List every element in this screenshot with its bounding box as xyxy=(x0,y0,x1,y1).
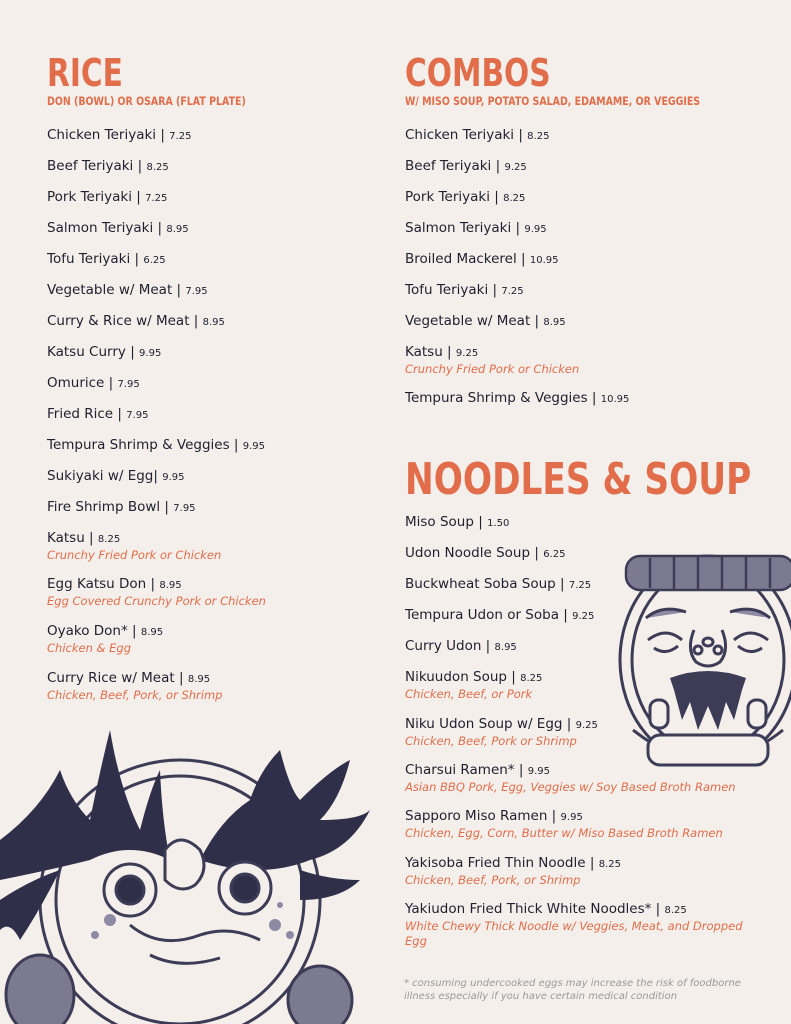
combos-menu-item xyxy=(405,189,525,207)
rice-menu-item xyxy=(47,670,347,703)
menu-item-line xyxy=(405,808,745,826)
menu-item-price: 7.25 xyxy=(568,580,592,591)
menu-item-name: Miso Soup | xyxy=(405,514,483,530)
rice-menu-item xyxy=(47,251,166,269)
combos-section xyxy=(405,51,775,406)
menu-item-price: 7.25 xyxy=(169,131,192,142)
rice-title: RICE xyxy=(47,51,123,95)
menu-item-price: 8.25 xyxy=(503,193,526,204)
menu-item-price: 1.50 xyxy=(487,518,510,529)
menu-item-name: Omurice | xyxy=(47,375,114,391)
rice-menu-item xyxy=(47,406,149,424)
menu-item-line xyxy=(405,158,527,176)
menu-item-name: Tofu Teriyaki | xyxy=(405,282,498,298)
menu-item-price: 9.95 xyxy=(139,348,162,359)
menu-item-line xyxy=(47,220,189,238)
menu-item-line xyxy=(47,158,169,176)
rice-menu-item xyxy=(47,623,347,656)
rice-menu-item xyxy=(47,158,169,176)
menu-item-description: Chicken, Egg, Corn, Butter w/ Miso Based Broth Ramen xyxy=(405,826,723,840)
menu-item-line xyxy=(405,251,559,269)
menu-item-line xyxy=(405,127,549,145)
menu-item-line xyxy=(405,189,525,207)
menu-item-price: 8.25 xyxy=(598,859,621,870)
rice-menu-item xyxy=(47,576,347,609)
menu-item-price: 7.95 xyxy=(173,503,196,514)
menu-item-price: 8.95 xyxy=(543,317,566,328)
menu-item-price: 8.25 xyxy=(520,673,543,684)
menu-item-name: Charsui Ramen* | xyxy=(405,762,524,778)
menu-item-name: Salmon Teriyaki | xyxy=(47,220,163,236)
rice-menu-item xyxy=(47,220,189,238)
menu-item-name: Curry & Rice w/ Meat | xyxy=(47,313,199,329)
noodles-menu-item xyxy=(405,545,565,563)
menu-item-name: Fried Rice | xyxy=(47,406,122,422)
menu-item-name: Tempura Shrimp & Veggies | xyxy=(405,390,597,406)
noodles-menu-item xyxy=(405,855,745,888)
rice-subtitle: DON (BOWL) OR OSARA (FLAT PLATE) xyxy=(47,94,246,108)
menu-item-name: Vegetable w/ Meat | xyxy=(47,282,182,298)
menu-item-name: Fire Shrimp Bowl | xyxy=(47,499,169,515)
rice-menu-item xyxy=(47,375,140,393)
menu-item-line xyxy=(47,282,208,300)
menu-item-line xyxy=(47,406,149,424)
rice-menu-item xyxy=(47,344,161,362)
menu-item-line xyxy=(47,313,225,331)
menu-item-name: Yakisoba Fried Thin Noodle | xyxy=(405,855,595,871)
menu-item-price: 7.95 xyxy=(126,410,149,421)
menu-item-line xyxy=(47,251,166,269)
combos-title: COMBOS xyxy=(405,51,551,95)
combos-menu-item xyxy=(405,158,527,176)
menu-item-line xyxy=(47,127,191,145)
rice-section xyxy=(47,51,377,702)
menu-item-name: Nikuudon Soup | xyxy=(405,669,516,685)
menu-item-price: 9.95 xyxy=(560,812,583,823)
menu-item-price: 8.25 xyxy=(146,162,169,173)
menu-item-description: Asian BBQ Pork, Egg, Veggies w/ Soy Based Broth Ramen xyxy=(405,780,736,794)
noodles-section xyxy=(405,454,775,948)
combos-menu-item xyxy=(405,251,559,269)
menu-item-description: Chicken, Beef, Pork or Shrimp xyxy=(405,734,577,748)
menu-item-name: Chicken Teriyaki | xyxy=(47,127,165,143)
footnote: * consuming undercooked eggs may increase the risk of foodborne illness especially if you have certain medical condition xyxy=(404,978,741,1002)
rice-menu-item xyxy=(47,530,347,563)
menu-item-price: 8.95 xyxy=(166,224,189,235)
combos-menu-item xyxy=(405,220,547,238)
menu-item-price: 9.95 xyxy=(242,441,266,452)
menu-item-price: 6.25 xyxy=(143,255,166,266)
menu-item-price: 8.95 xyxy=(140,627,164,638)
headband-icon xyxy=(626,556,791,590)
menu-item-price: 9.95 xyxy=(162,472,185,483)
rice-menu-item xyxy=(47,282,208,300)
daruma-right-illustration xyxy=(598,540,791,780)
menu-item-description: Crunchy Fried Pork or Chicken xyxy=(405,362,580,376)
menu-item-price: 8.95 xyxy=(187,674,211,685)
combos-subtitle: W/ MISO SOUP, POTATO SALAD, EDAMAME, OR VEGGIES xyxy=(405,94,701,108)
menu-item-price: 9.25 xyxy=(455,348,479,359)
combos-menu-item xyxy=(405,390,629,408)
menu-item-line xyxy=(47,344,161,362)
rice-menu-item xyxy=(47,127,191,145)
rice-menu-item xyxy=(47,437,265,455)
menu-item-description: Egg Covered Crunchy Pork or Chicken xyxy=(47,594,266,608)
menu-item-name: Tofu Teriyaki | xyxy=(47,251,140,267)
menu-item-price: 7.95 xyxy=(117,379,140,390)
menu-item-price: 10.95 xyxy=(600,394,630,405)
menu-item-line xyxy=(405,313,566,331)
menu-item-line xyxy=(47,576,347,594)
noodles-menu-item xyxy=(405,514,509,532)
menu-item-name: Pork Teriyaki | xyxy=(405,189,499,205)
menu-item-price: 9.95 xyxy=(527,766,550,777)
menu-item-name: Egg Katsu Don | xyxy=(47,576,156,592)
noodles-menu-item xyxy=(405,901,745,949)
menu-item-line xyxy=(405,344,745,362)
menu-item-price: 9.25 xyxy=(504,162,527,173)
menu-item-line xyxy=(405,607,594,625)
menu-item-price: 8.95 xyxy=(494,642,517,653)
menu-item-price: 9.25 xyxy=(575,720,598,731)
menu-item-name: Katsu | xyxy=(47,530,94,546)
rice-menu-item xyxy=(47,468,184,486)
menu-item-line xyxy=(405,220,547,238)
noodles-title: NOODLES & SOUP xyxy=(405,454,752,505)
combos-menu-item xyxy=(405,313,566,331)
combos-menu-item xyxy=(405,127,549,145)
menu-item-price: 9.95 xyxy=(524,224,547,235)
menu-item-price: 6.25 xyxy=(543,549,566,560)
menu-item-name: Curry Rice w/ Meat | xyxy=(47,670,184,686)
hand-right-icon xyxy=(288,966,352,1024)
menu-item-name: Tempura Shrimp & Veggies | xyxy=(47,437,239,453)
menu-item-price: 8.25 xyxy=(527,131,550,142)
menu-item-line xyxy=(405,282,524,300)
menu-item-description: Chicken & Egg xyxy=(47,641,132,655)
menu-item-description: Crunchy Fried Pork or Chicken xyxy=(47,548,222,562)
rice-menu-item xyxy=(47,189,167,207)
combos-menu-item xyxy=(405,344,745,377)
combos-menu-item xyxy=(405,282,524,300)
menu-item-name: Sapporo Miso Ramen | xyxy=(405,808,557,824)
menu-item-name: Yakiudon Fried Thick White Noodles* | xyxy=(405,901,661,917)
menu-item-name: Tempura Udon or Soba | xyxy=(405,607,568,623)
rice-menu-item xyxy=(47,499,196,517)
menu-item-name: Katsu Curry | xyxy=(47,344,135,360)
noodles-menu-item xyxy=(405,576,591,594)
menu-item-line xyxy=(47,499,196,517)
menu-item-name: Salmon Teriyaki | xyxy=(405,220,521,236)
menu-item-price: 7.95 xyxy=(185,286,208,297)
menu-item-price: 7.25 xyxy=(501,286,524,297)
menu-item-name: Pork Teriyaki | xyxy=(47,189,141,205)
menu-item-price: 7.25 xyxy=(145,193,168,204)
menu-item-line xyxy=(47,530,347,548)
menu-item-name: Curry Udon | xyxy=(405,638,491,654)
menu-item-price: 8.25 xyxy=(97,534,121,545)
menu-item-name: Broiled Mackerel | xyxy=(405,251,526,267)
menu-item-price: 10.95 xyxy=(529,255,559,266)
menu-item-price: 8.25 xyxy=(664,905,687,916)
menu-item-price: 8.95 xyxy=(159,580,182,591)
menu-item-name: Oyako Don* | xyxy=(47,623,137,639)
menu-item-line xyxy=(47,623,347,641)
menu-item-line xyxy=(405,855,745,873)
menu-item-name: Niku Udon Soup w/ Egg | xyxy=(405,716,572,732)
noodles-menu-item xyxy=(405,638,517,656)
menu-item-line xyxy=(405,576,591,594)
menu-item-name: Buckwheat Soba Soup | xyxy=(405,576,565,592)
menu-item-name: Sukiyaki w/ Egg| xyxy=(47,468,158,484)
menu-item-name: Katsu | xyxy=(405,344,452,360)
noodles-menu-item xyxy=(405,808,745,841)
menu-item-name: Beef Teriyaki | xyxy=(405,158,501,174)
menu-item-line xyxy=(405,901,745,919)
menu-item-description: White Chewy Thick Noodle w/ Veggies, Meat, and Dropped Egg xyxy=(405,919,743,948)
menu-item-name: Beef Teriyaki | xyxy=(47,158,143,174)
menu-item-price: 8.95 xyxy=(202,317,225,328)
menu-item-price: 9.25 xyxy=(572,611,595,622)
menu-item-line xyxy=(47,468,184,486)
menu-item-line xyxy=(405,545,565,563)
noodles-menu-item xyxy=(405,607,594,625)
menu-item-line xyxy=(47,437,265,455)
daruma-left-illustration xyxy=(0,710,380,1024)
menu-item-line xyxy=(405,514,509,532)
menu-item-description: Chicken, Beef, Pork, or Shrimp xyxy=(47,688,223,702)
hand-left-icon xyxy=(6,955,74,1024)
menu-item-name: Vegetable w/ Meat | xyxy=(405,313,540,329)
menu-item-line xyxy=(405,638,517,656)
menu-item-name: Udon Noodle Soup | xyxy=(405,545,539,561)
menu-item-line xyxy=(47,189,167,207)
menu-item-line xyxy=(405,390,629,408)
menu-item-line xyxy=(47,670,347,688)
menu-item-description: Chicken, Beef, Pork, or Shrimp xyxy=(405,873,581,887)
menu-item-description: Chicken, Beef, or Pork xyxy=(405,687,533,701)
rice-menu-item xyxy=(47,313,225,331)
menu-item-name: Chicken Teriyaki | xyxy=(405,127,523,143)
menu-item-line xyxy=(47,375,140,393)
